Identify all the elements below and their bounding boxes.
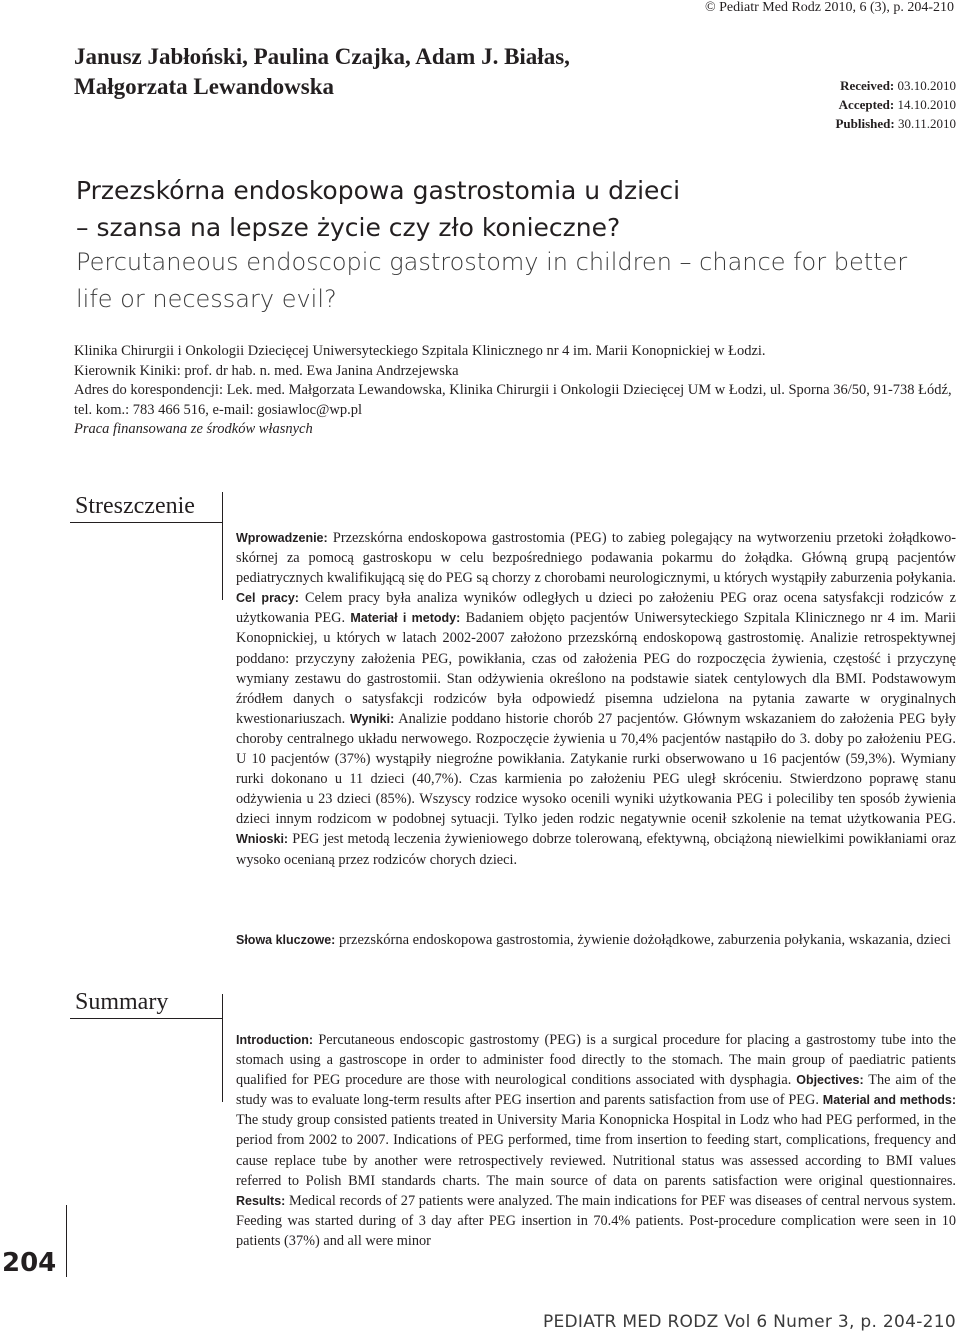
page-number: 204 [2,1248,57,1278]
title-english: Percutaneous endoscopic gastrostomy in children – chance for better life or necessary evil? [76,248,908,313]
summary-rule-vertical [222,994,223,1102]
affiliation-block [74,342,954,440]
published-date: Published: 30.11.2010 [835,116,956,131]
keywords-polish: Słowa kluczowe: przezskórna endoskopowa gastrostomia, żywienie dożołądkowe, zaburzenia połykania, wskazania, dzieci [236,932,951,948]
received-date: Received: 03.10.2010 [840,78,956,93]
affiliation-head: Kierownik Kiniki: prof. dr hab. n. med. Ewa Janina Andrzejewska [74,362,459,379]
abstract-polish: Wprowadzenie: Przezskórna endoskopowa gastrostomia (PEG) to zabieg polegający na wytworzeniu przetoki żołądkowo-skórnej za pomocą gastroskopu w celu bezpośredniego podawania pokarmu do żołądka. Główną grupą pacjentów pediatrycznych kwalifikującą się do PEG są chorzy z chorobami neurologicznymi, u których wystąpiły zaburzenia połykania. Cel pracy: Celem pracy była analiza wyników odległych u dzieci po założeniu PEG oraz ocena satysfakcji rodziców z użytkowania PEG. Materiał i metody: Badaniem objęto pacjentów Uniwersyteckiego Szpitala Klinicznego nr 4 im. Marii Konopnickiej, u których w latach 2002-2007 założono przezskórną endoskopową gastrostomię. Analizie retrospektywnej poddano: przyczyny założenia PEG, powikłania, czas od założenia PEG do rozpoczęcia żywienia, częstość i przyczynę wymiany zestawu do gastrostomii. Stan odżywienia określono na podstawie siatek centylowych dla BMI. Podstawowym źródłem danych o satysfakcji rodziców była odpowiedź pisemna udzielona na pytania zawarte w oryginalnych kwestionariuszach. Wyniki: Analizie poddano historie chorób 27 pacjentów. Głównym wskazaniem do założenia PEG były choroby centralnego układu nerwowego. Rozpoczęcie żywienia u 70,4% pacjentów nastąpiło do 3. doby po założeniu PEG. U 10 pacjentów (37%) wystąpiły niegroźne powikłania. Zatykanie rurki obserwowano u 16 pacjentów (59,3%). Wymiany rurki dokonano u 11 dzieci (40,7%). Czas karmienia po założeniu PEG uległ skróceniu. Stwierdzono poprawę stanu odżywienia u 23 dzieci (85%). Wszyscy rodzice wysoko ocenili wyniki użytkowania PEG i poleciliby ten sposób żywienia dzieci innym rodzicom w podobnej sytuacji. Tylko jeden rodzic negatywnie ocenił szkolenie na temat użytkowania PEG. Wnioski: PEG jest metodą leczenia żywieniowego dobrze tolerowaną, efektywną, obciążoną niewielkimi powikłaniami oraz wysoko ocenianą przez rodziców chorych dzieci. [236,530,956,868]
accepted-date: Accepted: 14.10.2010 [838,97,956,112]
streszczenie-rule-vertical [222,492,223,600]
authors-line-1: Janusz Jabłoński, Paulina Czajka, Adam J. Białas, [74,44,570,69]
correspondence-address: Adres do korespondencji: Lek. med. Małgorzata Lewandowska, Klinika Chirurgii i Onkologii Dziecięcej UM w Łodzi, ul. Sporna 36/50, 91-738 Łódź, tel. kom.: 783 466 516, e-mail: gosiawloc@wp.pl [74,382,952,418]
streszczenie-heading: Streszczenie [75,493,195,519]
abstract-english: Introduction: Percutaneous endoscopic gastrostomy (PEG) is a surgical procedure for placing a gastrostomy tube into the stomach using a gastroscope in order to administer food directly to the stomach. The main group of paediatric patients qualified for PEG procedure are those with neurological conditions associated with dysphagia. Objectives: The aim of the study was to evaluate long-term results after PEG insertion and parents satisfaction from use of PEG. Material and methods: The study group consisted patients treated in University Maria Konopnicka Hospital in Lodz who had PEG performed, in the period from 2002 to 2007. Indications of PEG performed, time from insertion to feeding start, complications, frequency and cause replace tube by another were retrospectively reviewed. Nutritional status was assessed according to BMI values referred to Polish BMI standards charts. The main source of data on parents satisfaction were original questionnaires. Results: Medical records of 27 patients were analyzed. The main indications for PEF was diseases of central nervous system. Feeding was started during of 3 day after PEG insertion in 70.4% patients. Post-procedure complication were seen in 10 patients (37%) and all were minor [236,1032,956,1249]
title-polish: Przezskórna endoskopowa gastrostomia u dzieci – szansa na lepsze życie czy zło konieczne? [76,176,681,242]
citation-header: © Pediatr Med Rodz 2010, 6 (3), p. 204-210 [705,0,954,15]
summary-heading: Summary [75,989,169,1015]
summary-rule-horizontal [70,1018,222,1019]
page-number-rule [66,1205,67,1277]
authors-line-2: Małgorzata Lewandowska [74,74,335,99]
journal-footer: PEDIATR MED RODZ Vol 6 Numer 3, p. 204-210 [542,1312,956,1332]
publication-dates [835,76,956,133]
streszczenie-rule-horizontal [70,522,222,523]
funding-note: Praca finansowana ze środków własnych [74,421,313,437]
affiliation-clinic: Klinika Chirurgii i Onkologii Dziecięcej Uniwersyteckiego Szpitala Klinicznego nr 4 im. Marii Konopnickiej w Łodzi. [74,343,766,359]
author-list [74,42,694,102]
